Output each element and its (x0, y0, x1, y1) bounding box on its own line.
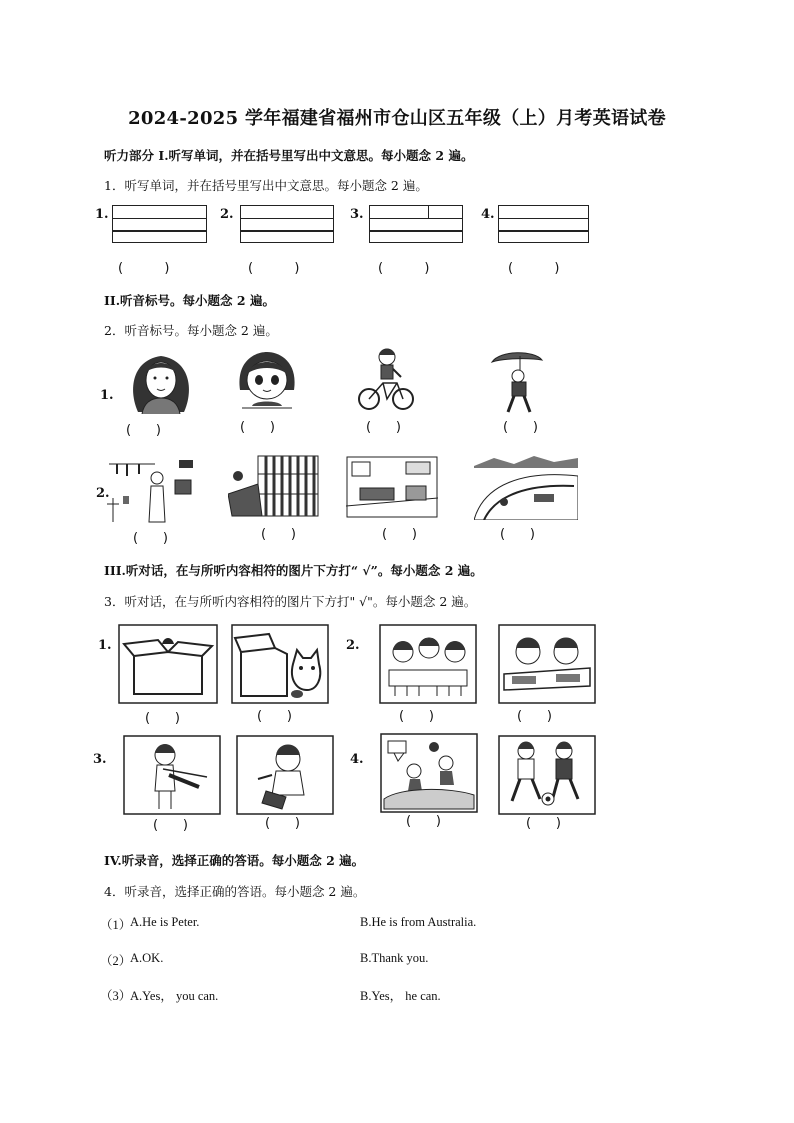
part1-answer-1[interactable]: ( ) (118, 261, 170, 276)
part4-item1-option-a[interactable]: A.He is Peter. (130, 915, 200, 929)
boy-riding-bike-picture (357, 347, 415, 413)
part3-group3-label: 3. (93, 752, 107, 767)
part4-item3-option-b[interactable]: B.Yes， he can. (360, 989, 441, 1003)
part3-group4-label: 4. (350, 752, 364, 767)
part1-item-1-label: 1. (95, 207, 109, 222)
part4-item3-number: （3） (100, 989, 132, 1003)
football-picture (498, 735, 596, 815)
part2-heading: II.听音标号。每小题念 2 遍。 (104, 293, 275, 308)
part4-item1-option-b[interactable]: B.He is from Australia. (360, 915, 477, 929)
living-room-picture (346, 456, 438, 518)
part1-item-3-label: 3. (350, 207, 364, 222)
part2-row2-answer-4[interactable]: ( ) (500, 527, 535, 542)
part1-writing-lines-1[interactable] (112, 205, 207, 243)
part2-row2-answer-1[interactable]: ( ) (133, 531, 168, 546)
part2-row2-label: 2. (96, 486, 110, 501)
empty-box-picture (118, 624, 218, 704)
part3-g1-answer-1[interactable]: ( ) (145, 711, 180, 726)
part1-question: 1．听写单词，并在括号里写出中文意思。每小题念 2 遍。 (104, 178, 428, 193)
girl-playing-violin-picture (123, 735, 221, 815)
part3-group1-label: 1. (98, 638, 112, 653)
family-dinner-picture (379, 624, 477, 704)
part3-heading: III.听对话，在与所听内容相符的图片下方打“ √”。每小题念 2 遍。 (104, 563, 483, 578)
two-children-picture (498, 624, 596, 704)
part3-g4-answer-2[interactable]: ( ) (526, 816, 561, 831)
part1-writing-lines-2[interactable] (240, 205, 334, 243)
part1-answer-4[interactable]: ( ) (508, 261, 560, 276)
part3-g2-answer-2[interactable]: ( ) (517, 709, 552, 724)
part3-g3-answer-2[interactable]: ( ) (265, 816, 300, 831)
man-with-umbrella-picture (490, 350, 544, 414)
part3-g4-answer-1[interactable]: ( ) (406, 814, 441, 829)
part1-writing-lines-4[interactable] (498, 205, 589, 243)
basketball-picture (380, 733, 478, 813)
part1-item-2-label: 2. (220, 207, 234, 222)
part2-row1-label: 1. (100, 388, 114, 403)
part1-item-4-label: 4. (481, 207, 495, 222)
page-title: 2024-2025 学年福建省福州市仓山区五年级（上）月考英语试卷 (128, 108, 666, 129)
part4-item2-number: （2） (100, 954, 132, 968)
part2-row1-answer-1[interactable]: ( ) (126, 423, 161, 438)
part3-g1-answer-2[interactable]: ( ) (257, 709, 292, 724)
part4-item3-option-a[interactable]: A.Yes， you can. (130, 989, 219, 1003)
part4-heading: IV.听录音，选择正确的答语。每小题念 2 遍。 (104, 853, 365, 868)
park-scene-picture (474, 454, 578, 520)
part4-item1-number: （1） (100, 918, 132, 932)
girl-dancing-picture (236, 735, 334, 815)
part4-item2-option-b[interactable]: B.Thank you. (360, 951, 429, 965)
part1-heading: 听力部分 I.听写单词，并在括号里写出中文意思。每小题念 2 遍。 (104, 148, 474, 163)
part2-row1-answer-3[interactable]: ( ) (366, 420, 401, 435)
part3-group2-label: 2. (346, 638, 360, 653)
part1-answer-3[interactable]: ( ) (378, 261, 430, 276)
part2-question: 2．听音标号。每小题念 2 遍。 (104, 323, 278, 338)
woman-long-hair-picture (118, 350, 204, 414)
kitchen-scene-picture (105, 456, 197, 524)
part3-g2-answer-1[interactable]: ( ) (399, 709, 434, 724)
girl-short-hair-picture (234, 350, 300, 412)
box-and-cat-picture (231, 624, 329, 704)
part1-answer-2[interactable]: ( ) (248, 261, 300, 276)
part3-g3-answer-1[interactable]: ( ) (153, 818, 188, 833)
part2-row1-answer-4[interactable]: ( ) (503, 420, 538, 435)
part4-item2-option-a[interactable]: A.OK. (130, 951, 164, 965)
part4-question: 4．听录音，选择正确的答语。每小题念 2 遍。 (104, 884, 366, 899)
part2-row1-answer-2[interactable]: ( ) (240, 420, 275, 435)
part2-row2-answer-2[interactable]: ( ) (261, 527, 296, 542)
library-scene-picture (228, 454, 322, 520)
part2-row2-answer-3[interactable]: ( ) (382, 527, 417, 542)
part3-question: 3．听对话，在与所听内容相符的图片下方打" √"。每小题念 2 遍。 (104, 594, 477, 609)
part1-writing-lines-3[interactable] (369, 205, 463, 243)
